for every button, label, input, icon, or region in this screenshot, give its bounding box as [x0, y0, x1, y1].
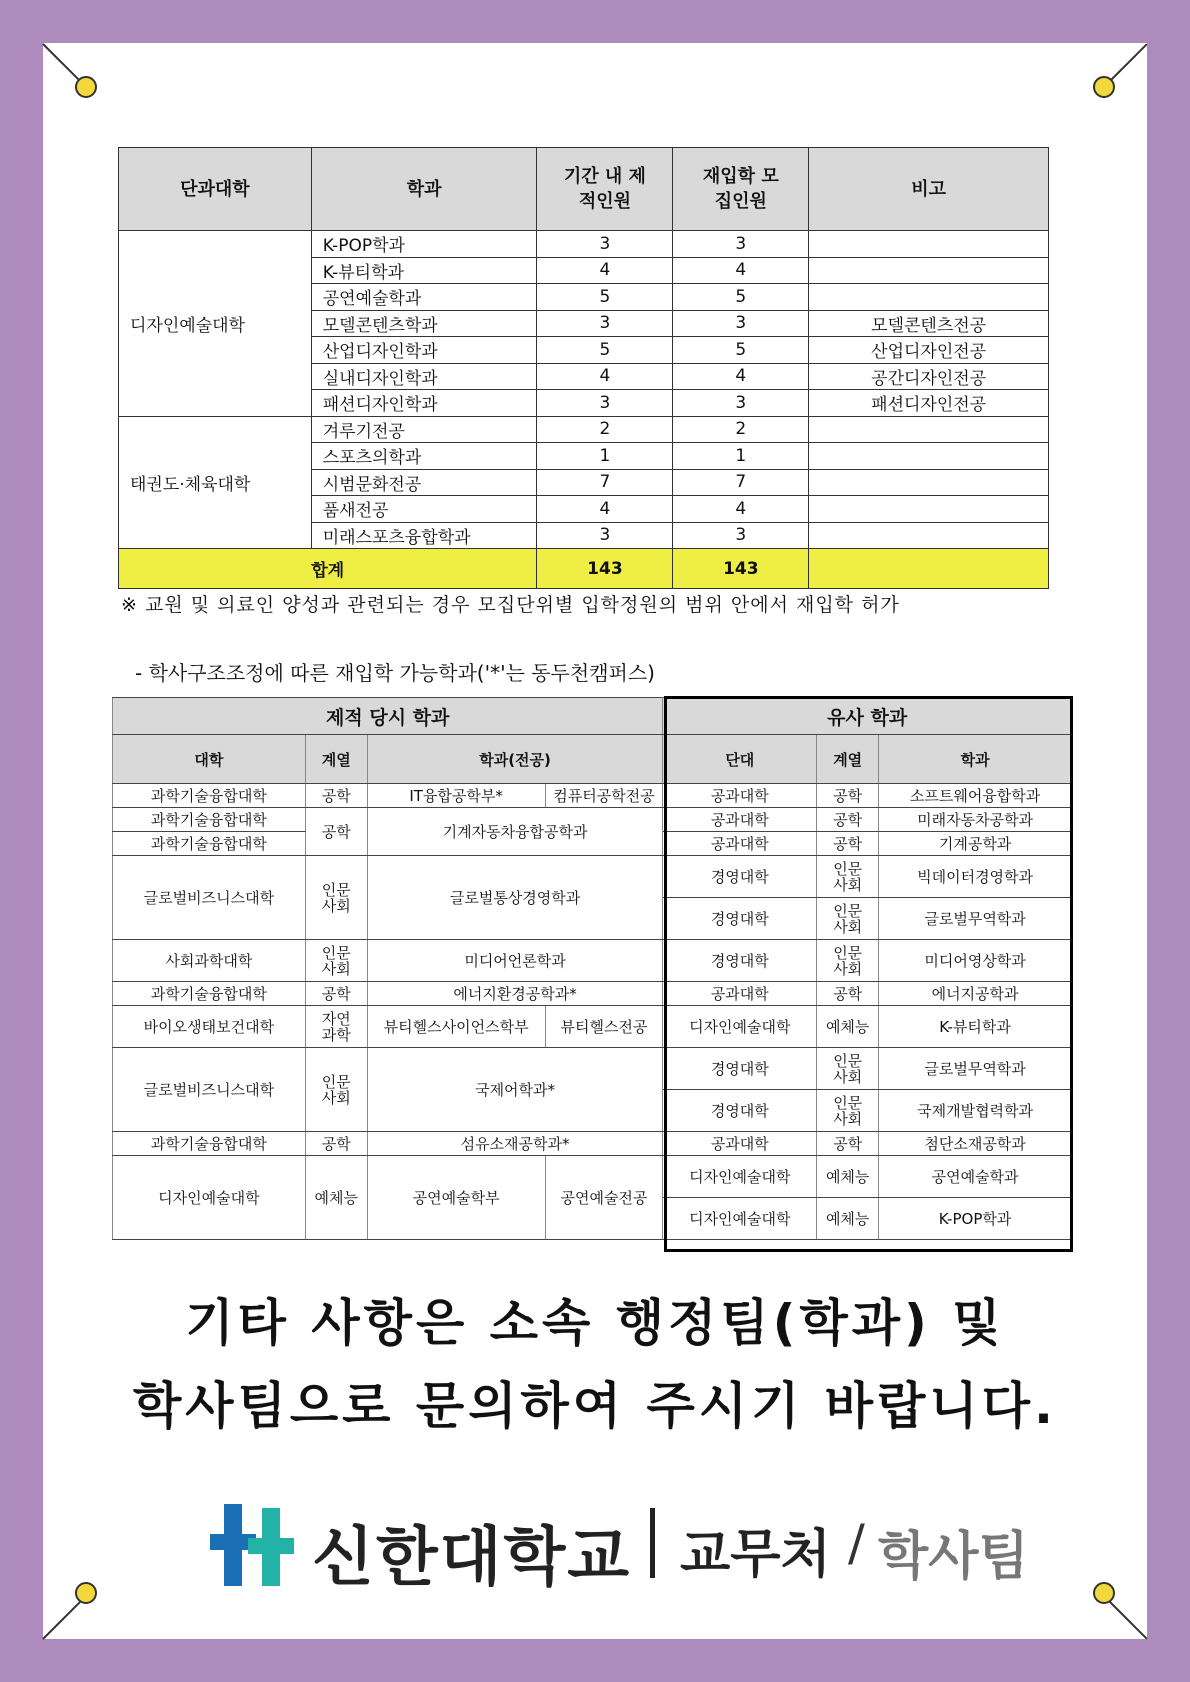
- college-cell: 태권도·체육대학: [119, 416, 312, 549]
- s-univ-cell: 디자인예술대학: [663, 1156, 817, 1198]
- team-name: 학사팀: [878, 1527, 1029, 1587]
- s-field-cell: 공학: [817, 1132, 879, 1156]
- table-row: [113, 940, 1072, 982]
- univ-cell: 과학기술융합대학: [113, 784, 306, 808]
- note-cell: 공간디자인전공: [809, 363, 1049, 390]
- s-dept-cell: 글로벌무역학과: [879, 898, 1072, 940]
- s-univ-cell: 공과대학: [663, 784, 817, 808]
- major-cell: 컴퓨터공학전공: [545, 784, 663, 808]
- s-field-cell: 예체능: [817, 1198, 879, 1240]
- note-cell: [809, 284, 1049, 311]
- total-row: [119, 549, 1049, 589]
- s-field-cell: 인문 사회: [817, 856, 879, 898]
- field-cell: 공학: [305, 784, 367, 808]
- s-univ-cell: 디자인예술대학: [663, 1198, 817, 1240]
- s-univ-cell: 경영대학: [663, 1090, 817, 1132]
- column-header-row: [113, 735, 1072, 784]
- table-header-row: [119, 148, 1049, 231]
- university-name: 신한대학교: [312, 1521, 632, 1595]
- quota-cell: 4: [673, 363, 809, 390]
- readmission-note: ※ 교원 및 의료인 양성과 관련되는 경우 모집단위별 입학정원의 범위 안에서 재입학 허가: [121, 594, 900, 616]
- s-field-cell: 공학: [817, 982, 879, 1006]
- s-field-cell: 공학: [817, 808, 879, 832]
- college-cell: 디자인예술대학: [119, 231, 312, 417]
- quota-cell: 7: [673, 469, 809, 496]
- dept-cell: 미디어언론학과: [367, 940, 663, 982]
- enrolled-cell: 7: [537, 469, 673, 496]
- table-row: [113, 1048, 1072, 1090]
- major-cell: 뷰티헬스전공: [545, 1006, 663, 1048]
- table-row: [113, 784, 1072, 808]
- dept-cell: K-POP학과: [311, 231, 537, 258]
- enrolled-cell: 4: [537, 496, 673, 523]
- quota-cell: 4: [673, 257, 809, 284]
- s-dept-cell: 첨단소재공학과: [879, 1132, 1072, 1156]
- note-cell: [809, 522, 1049, 549]
- closing-line-2: 학사팀으로 문의하여 주시기 바랍니다.: [132, 1377, 1057, 1435]
- s-dept-cell: 글로벌무역학과: [879, 1048, 1072, 1090]
- univ-cell: 과학기술융합대학: [113, 808, 306, 832]
- field-cell: 인문 사회: [305, 856, 367, 940]
- group-header-row: [113, 698, 1072, 735]
- total-label: 합계: [119, 549, 537, 589]
- note-cell: [809, 496, 1049, 523]
- total-quota: 143: [673, 549, 809, 589]
- univ-cell: 바이오생태보건대학: [113, 1006, 306, 1048]
- footer-logo: [210, 1500, 1029, 1595]
- s-field-cell: 인문 사회: [817, 940, 879, 982]
- note-cell: [809, 231, 1049, 258]
- quota-cell: 3: [673, 390, 809, 417]
- s-field-cell: 공학: [817, 832, 879, 856]
- dept-cell: IT융합공학부*: [367, 784, 545, 808]
- s-univ-cell: 공과대학: [663, 832, 817, 856]
- univ-cell: 사회과학대학: [113, 940, 306, 982]
- s-univ-cell: 경영대학: [663, 898, 817, 940]
- header-dept: 학과: [311, 148, 537, 231]
- major-cell: 공연예술전공: [545, 1156, 663, 1240]
- note-cell: 모델콘텐츠전공: [809, 310, 1049, 337]
- readmission-quota-table: [118, 147, 1049, 589]
- table-row: [119, 231, 1049, 258]
- quota-cell: 5: [673, 284, 809, 311]
- table-row: [113, 1156, 1072, 1198]
- univ-cell: 글로벌비즈니스대학: [113, 1048, 306, 1132]
- note-cell: [809, 257, 1049, 284]
- s-univ-cell: 디자인예술대학: [663, 1006, 817, 1048]
- dept-cell: 에너지환경공학과*: [367, 982, 663, 1006]
- dept-cell: 겨루기전공: [311, 416, 537, 443]
- s-field-cell: 인문 사회: [817, 1048, 879, 1090]
- s-univ-cell: 경영대학: [663, 1048, 817, 1090]
- section-subtitle: - 학사구조조정에 따른 재입학 가능학과('*'는 동두천캠퍼스): [135, 661, 655, 685]
- s-dept-cell: 빅데이터경영학과: [879, 856, 1072, 898]
- header-quota-text: 재입학 모집인원: [702, 166, 779, 212]
- dept-cell: 스포츠의학과: [311, 443, 537, 470]
- header-dept-major: 학과(전공): [367, 735, 663, 784]
- s-field-cell: 공학: [817, 784, 879, 808]
- header-enrolled: [537, 148, 673, 231]
- table-row: [113, 982, 1072, 1006]
- dept-cell: 실내디자인학과: [311, 363, 537, 390]
- s-dept-cell: 공연예술학과: [879, 1156, 1072, 1198]
- s-dept-cell: 소프트웨어융합학과: [879, 784, 1072, 808]
- field-cell: 예체능: [305, 1156, 367, 1240]
- s-dept-cell: 에너지공학과: [879, 982, 1072, 1006]
- header-college: 단과대학: [119, 148, 312, 231]
- field-cell: 인문 사회: [305, 1048, 367, 1132]
- header-original-dept: 제적 당시 학과: [113, 698, 663, 735]
- dept-cell: K-뷰티학과: [311, 257, 537, 284]
- quota-cell: 2: [673, 416, 809, 443]
- header-univ: 대학: [113, 735, 306, 784]
- note-cell: [809, 469, 1049, 496]
- s-univ-cell: 공과대학: [663, 982, 817, 1006]
- note-cell: 패션디자인전공: [809, 390, 1049, 417]
- table-row: [113, 1006, 1072, 1048]
- dept-cell: 모델콘텐츠학과: [311, 310, 537, 337]
- dept-cell: 산업디자인학과: [311, 337, 537, 364]
- shinhan-logo-mark-icon: [210, 1504, 294, 1586]
- s-dept-cell: 미래자동차공학과: [879, 808, 1072, 832]
- s-univ-cell: 경영대학: [663, 940, 817, 982]
- enrolled-cell: 5: [537, 284, 673, 311]
- univ-cell: 디자인예술대학: [113, 1156, 306, 1240]
- header-note: 비고: [809, 148, 1049, 231]
- s-univ-cell: 경영대학: [663, 856, 817, 898]
- s-dept-cell: K-뷰티학과: [879, 1006, 1072, 1048]
- univ-cell: 과학기술융합대학: [113, 982, 306, 1006]
- s-univ-cell: 공과대학: [663, 808, 817, 832]
- restructured-dept-table: [112, 697, 1072, 1240]
- header-quota: [673, 148, 809, 231]
- logo-separator: [650, 1508, 655, 1578]
- pin-bottom-right: [1093, 1582, 1115, 1604]
- dept-cell: 글로벌통상경영학과: [367, 856, 663, 940]
- dept-cell: 섬유소재공학과*: [367, 1132, 663, 1156]
- dept-cell: 미래스포츠융합학과: [311, 522, 537, 549]
- univ-cell: 과학기술융합대학: [113, 1132, 306, 1156]
- note-cell: [809, 443, 1049, 470]
- s-field-cell: 예체능: [817, 1006, 879, 1048]
- table-row: [113, 1132, 1072, 1156]
- total-note: [809, 549, 1049, 589]
- pin-top-left: [75, 76, 97, 98]
- enrolled-cell: 3: [537, 390, 673, 417]
- field-cell: 인문 사회: [305, 940, 367, 982]
- dept-cell: 품새전공: [311, 496, 537, 523]
- field-cell: 공학: [305, 982, 367, 1006]
- header-s-dept: 학과: [879, 735, 1072, 784]
- enrolled-cell: 3: [537, 522, 673, 549]
- enrolled-cell: 1: [537, 443, 673, 470]
- enrolled-cell: 4: [537, 363, 673, 390]
- s-univ-cell: 공과대학: [663, 1132, 817, 1156]
- header-similar-dept: 유사 학과: [663, 698, 1072, 735]
- quota-cell: 1: [673, 443, 809, 470]
- s-dept-cell: 기계공학과: [879, 832, 1072, 856]
- s-dept-cell: 국제개발협력학과: [879, 1090, 1072, 1132]
- quota-cell: 3: [673, 522, 809, 549]
- closing-line-1: 기타 사항은 소속 행정팀(학과) 및: [185, 1294, 1005, 1352]
- dept-cell: 공연예술학부: [367, 1156, 545, 1240]
- quota-cell: 4: [673, 496, 809, 523]
- table-row: [113, 856, 1072, 898]
- enrolled-cell: 5: [537, 337, 673, 364]
- field-cell: 공학: [305, 1132, 367, 1156]
- enrolled-cell: 3: [537, 310, 673, 337]
- dept-cell: 뷰티헬스사이언스학부: [367, 1006, 545, 1048]
- header-field: 계열: [305, 735, 367, 784]
- pin-bottom-left: [75, 1582, 97, 1604]
- enrolled-cell: 3: [537, 231, 673, 258]
- pin-top-right: [1093, 76, 1115, 98]
- s-dept-cell: 미디어영상학과: [879, 940, 1072, 982]
- quota-cell: 5: [673, 337, 809, 364]
- dept-cell: 패션디자인학과: [311, 390, 537, 417]
- s-field-cell: 예체능: [817, 1156, 879, 1198]
- table-row: [113, 808, 1072, 832]
- note-cell: [809, 416, 1049, 443]
- enrolled-cell: 2: [537, 416, 673, 443]
- dept-cell: 공연예술학과: [311, 284, 537, 311]
- s-field-cell: 인문 사회: [817, 898, 879, 940]
- logo-slash: /: [848, 1514, 865, 1572]
- dept-cell: 시범문화전공: [311, 469, 537, 496]
- header-enrolled-text: 기간 내 제적인원: [563, 166, 646, 212]
- header-s-univ: 단대: [663, 735, 817, 784]
- s-dept-cell: K-POP학과: [879, 1198, 1072, 1240]
- quota-cell: 3: [673, 310, 809, 337]
- univ-cell: 글로벌비즈니스대학: [113, 856, 306, 940]
- dept-cell: 기계자동차융합공학과: [367, 808, 663, 856]
- univ-cell: 과학기술융합대학: [113, 832, 306, 856]
- dept-cell: 국제어학과*: [367, 1048, 663, 1132]
- header-s-field: 계열: [817, 735, 879, 784]
- field-cell: 자연 과학: [305, 1006, 367, 1048]
- quota-cell: 3: [673, 231, 809, 258]
- office-name: 교무처: [680, 1525, 831, 1585]
- note-cell: 산업디자인전공: [809, 337, 1049, 364]
- total-enrolled: 143: [537, 549, 673, 589]
- s-field-cell: 인문 사회: [817, 1090, 879, 1132]
- field-cell: 공학: [305, 808, 367, 856]
- table-row: [119, 416, 1049, 443]
- enrolled-cell: 4: [537, 257, 673, 284]
